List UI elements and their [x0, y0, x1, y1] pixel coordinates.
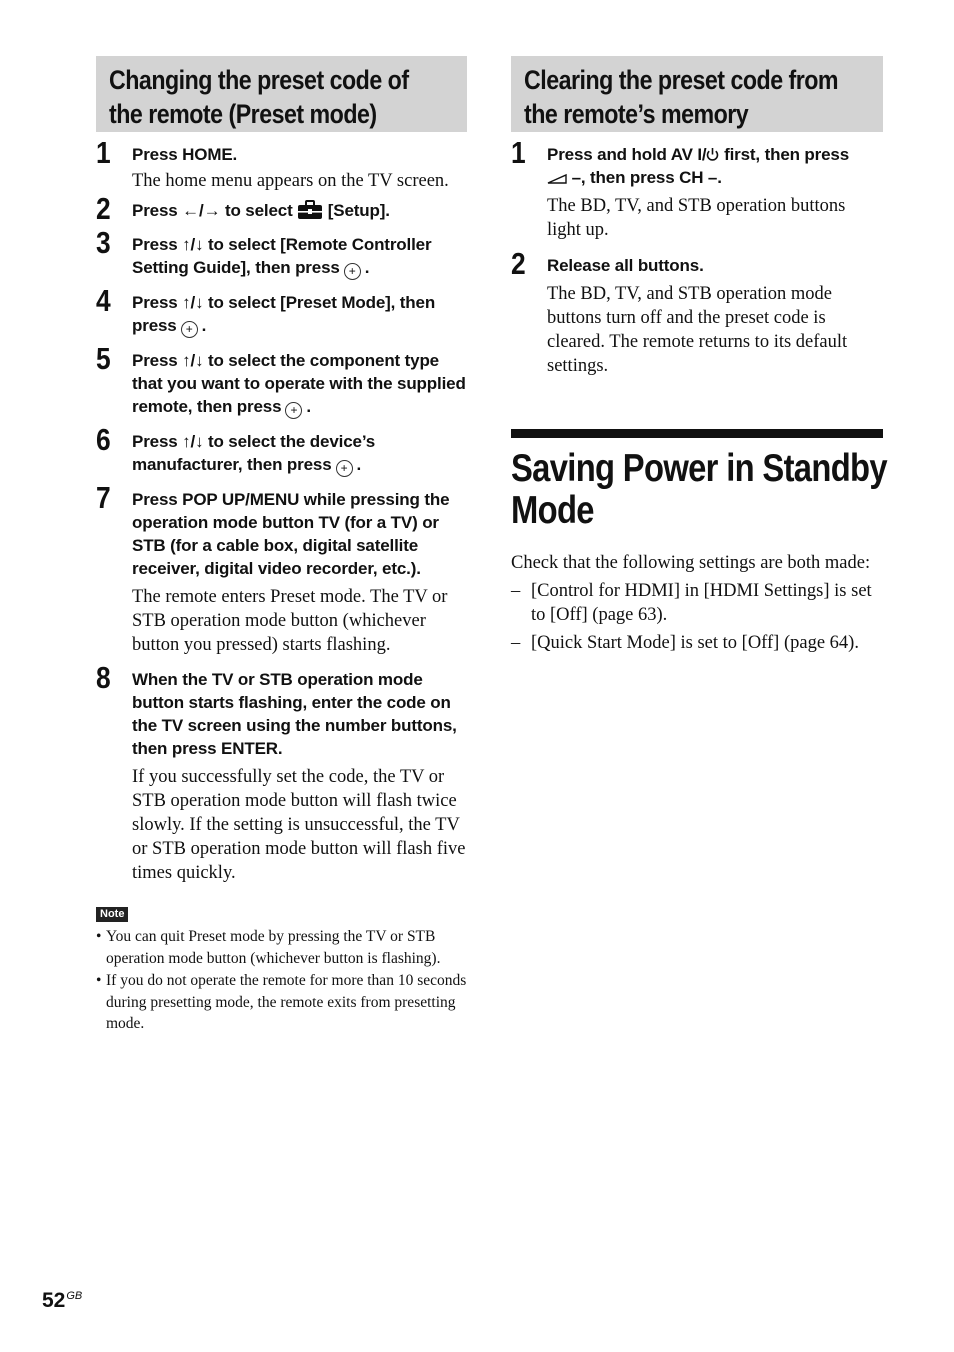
step-number: 1 [511, 135, 526, 170]
step [96, 191, 467, 226]
toolbox-setup-icon [297, 199, 323, 222]
step-instruction: Press HOME. [132, 145, 238, 164]
section-heading: Changing the preset code of the remote (Preset mode) [109, 65, 409, 129]
step-instruction: Press ←/→ to select [Setup]. [132, 201, 390, 220]
intro-text: Check that the following settings are both made: [511, 553, 871, 573]
clearing-steps [511, 135, 883, 378]
step-number: 4 [96, 283, 111, 318]
step [96, 135, 467, 193]
step-description: The remote enters Preset mode. The TV or STB operation mode button (whichever button you pressed) starts flashing. [132, 587, 448, 655]
step-instruction: Press ↑/↓ to select the device’s manufacturer, then press + . [132, 432, 376, 475]
page-title: Saving Power in Standby Mode [511, 447, 887, 532]
right-column [511, 56, 887, 655]
preset-steps [96, 135, 467, 885]
step-instruction: Press ↑/↓ to select [Remote Controller Setting Guide], then press + . [132, 235, 432, 278]
step-instruction: Press ↑/↓ to select the component type that you want to operate with the supplied remote, then press + . [132, 351, 466, 417]
step [96, 341, 467, 419]
volume-wedge-icon [547, 166, 567, 189]
step [511, 135, 883, 242]
step-description: The BD, TV, and STB operation mode buttons turn off and the preset code is cleared. The remote returns to its default settings. [547, 284, 848, 376]
step-number: 5 [96, 341, 111, 376]
step-description: The BD, TV, and STB operation buttons light up. [547, 196, 846, 240]
section-header-preset-mode [96, 56, 467, 132]
step-number: 6 [96, 422, 111, 457]
step [96, 480, 467, 657]
list-item: • If you do not operate the remote for more than 10 seconds during presetting mode, the remote exits from presetting mode. [96, 970, 467, 1035]
step-description: The home menu appears on the TV screen. [132, 171, 449, 191]
step [96, 422, 467, 477]
section-rule [511, 429, 883, 438]
enter-button-icon: + [344, 263, 361, 280]
step-instruction: Press POP UP/MENU while pressing the operation mode button TV (for a TV) or STB (for a cable box, digital satellite receiver, digital video recorder, etc.). [132, 490, 450, 578]
list-item: – [Control for HDMI] in [HDMI Settings] is set to [Off] (page 63). [511, 581, 872, 625]
step [96, 660, 467, 885]
step [96, 225, 467, 280]
note-list [96, 926, 467, 1035]
step-number: 3 [96, 225, 111, 260]
enter-button-icon: + [181, 321, 198, 338]
section-header-clearing [511, 56, 883, 132]
page-number: $52^{GB}$ [42, 1289, 83, 1312]
left-column [96, 56, 467, 1036]
step [511, 246, 883, 378]
step-number: 8 [96, 660, 111, 695]
step-number: 2 [511, 246, 526, 281]
step-instruction: When the TV or STB operation mode button starts flashing, enter the code on the TV screen using the number buttons, then press ENTER. [132, 670, 457, 758]
step-description: If you successfully set the code, the TV or STB operation mode button will flash twice slowly. If the setting is unsuccessful, the TV or STB operation mode button will flash five times quickly. [132, 767, 466, 883]
step [96, 283, 467, 338]
note-block [96, 904, 467, 1035]
standby-section [511, 429, 887, 655]
step-instruction: Press ↑/↓ to select [Preset Mode], then press + . [132, 293, 436, 336]
step-number: 1 [96, 135, 111, 170]
list-item: – [Quick Start Mode] is set to [Off] (page 64). [511, 633, 859, 653]
step-number: 2 [96, 191, 111, 226]
step-number: 7 [96, 480, 111, 515]
step-instruction: Press and hold AV I/ first, then press –, then press CH –. [547, 145, 850, 187]
enter-button-icon: + [285, 402, 302, 419]
enter-button-icon: + [336, 460, 353, 477]
section-heading: Clearing the preset code from the remote’s memory [524, 65, 839, 129]
list-item: • You can quit Preset mode by pressing the TV or STB operation mode button (whichever button is flashing). [96, 926, 467, 969]
power-symbol-icon [706, 143, 719, 166]
note-label: Note [96, 907, 128, 922]
step-instruction: Release all buttons. [547, 256, 704, 275]
